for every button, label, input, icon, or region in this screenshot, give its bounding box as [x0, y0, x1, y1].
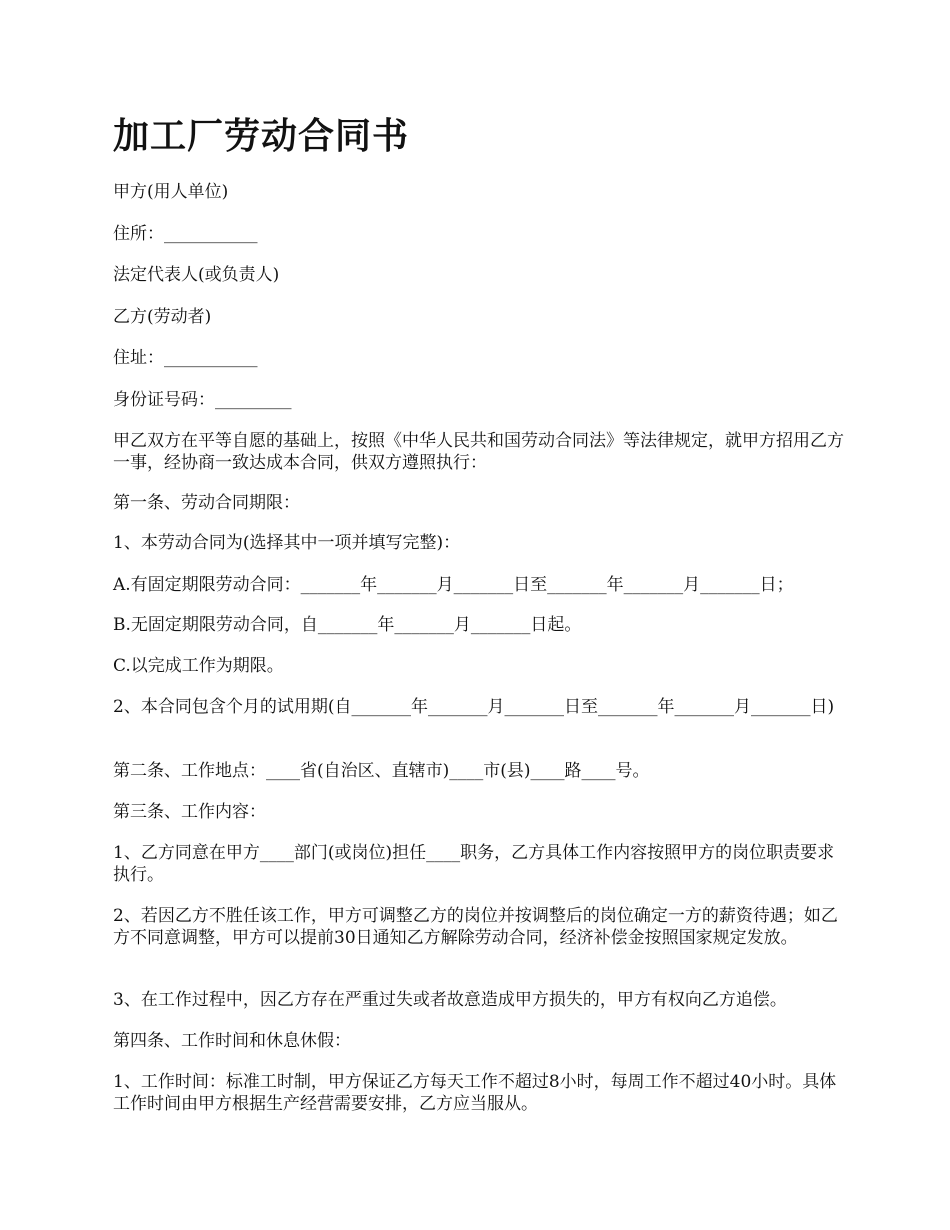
document-title: 加工厂劳动合同书 [113, 115, 410, 157]
article-4-heading: 第四条、工作时间和休息休假： [113, 1031, 351, 1051]
party-a-address: 住所：___________ [113, 224, 258, 244]
party-b-label: 乙方(劳动者) [113, 307, 212, 327]
article-3-heading: 第三条、工作内容： [113, 802, 266, 822]
article-1-option-a: A.有固定期限劳动合同：_______年_______月_______日至_______年_______月_______日； [113, 575, 794, 595]
preamble-paragraph: 甲乙双方在平等自愿的基础上，按照《中华人民共和国劳动合同法》等法律规定，就甲方招用乙方一事，经协商一致达成本合同，供双方遵照执行： [113, 431, 844, 473]
article-2: 第二条、工作地点：____省(自治区、直辖市)____市(县)____路____号。 [113, 761, 650, 781]
party-a-label: 甲方(用人单位) [113, 182, 229, 202]
article-1-option-b: B.无固定期限劳动合同，自_______年_______月_______日起。 [113, 615, 582, 635]
party-b-address: 住址：___________ [113, 348, 258, 368]
article-1-item-2: 2、本合同包含个月的试用期(自_______年_______月_______日至_______年_______月_______日) [113, 697, 835, 717]
article-1-heading: 第一条、劳动合同期限： [113, 493, 300, 513]
legal-representative: 法定代表人(或负责人) [113, 265, 280, 285]
article-1-item-1: 1、本劳动合同为(选择其中一项并填写完整)： [113, 533, 461, 553]
article-4-item-1: 1、工作时间：标准工时制，甲方保证乙方每天工作不超过8小时，每周工作不超过40小时。具体工作时间由甲方根据生产经营需要安排，乙方应当服从。 [113, 1072, 837, 1114]
article-3-item-2: 2、若因乙方不胜任该工作，甲方可调整乙方的岗位并按调整后的岗位确定一方的薪资待遇；如乙方不同意调整，甲方可以提前30日通知乙方解除劳动合同，经济补偿金按照国家规定发放。 [113, 906, 838, 948]
article-3-item-1: 1、乙方同意在甲方____部门(或岗位)担任____职务，乙方具体工作内容按照甲方的岗位职责要求执行。 [113, 843, 835, 885]
article-1-option-c: C.以完成工作为期限。 [113, 656, 284, 676]
article-3-item-3: 3、在工作过程中，因乙方存在严重过失或者故意造成甲方损失的，甲方有权向乙方追偿。 [113, 990, 787, 1010]
id-number: 身份证号码：_________ [113, 390, 292, 410]
